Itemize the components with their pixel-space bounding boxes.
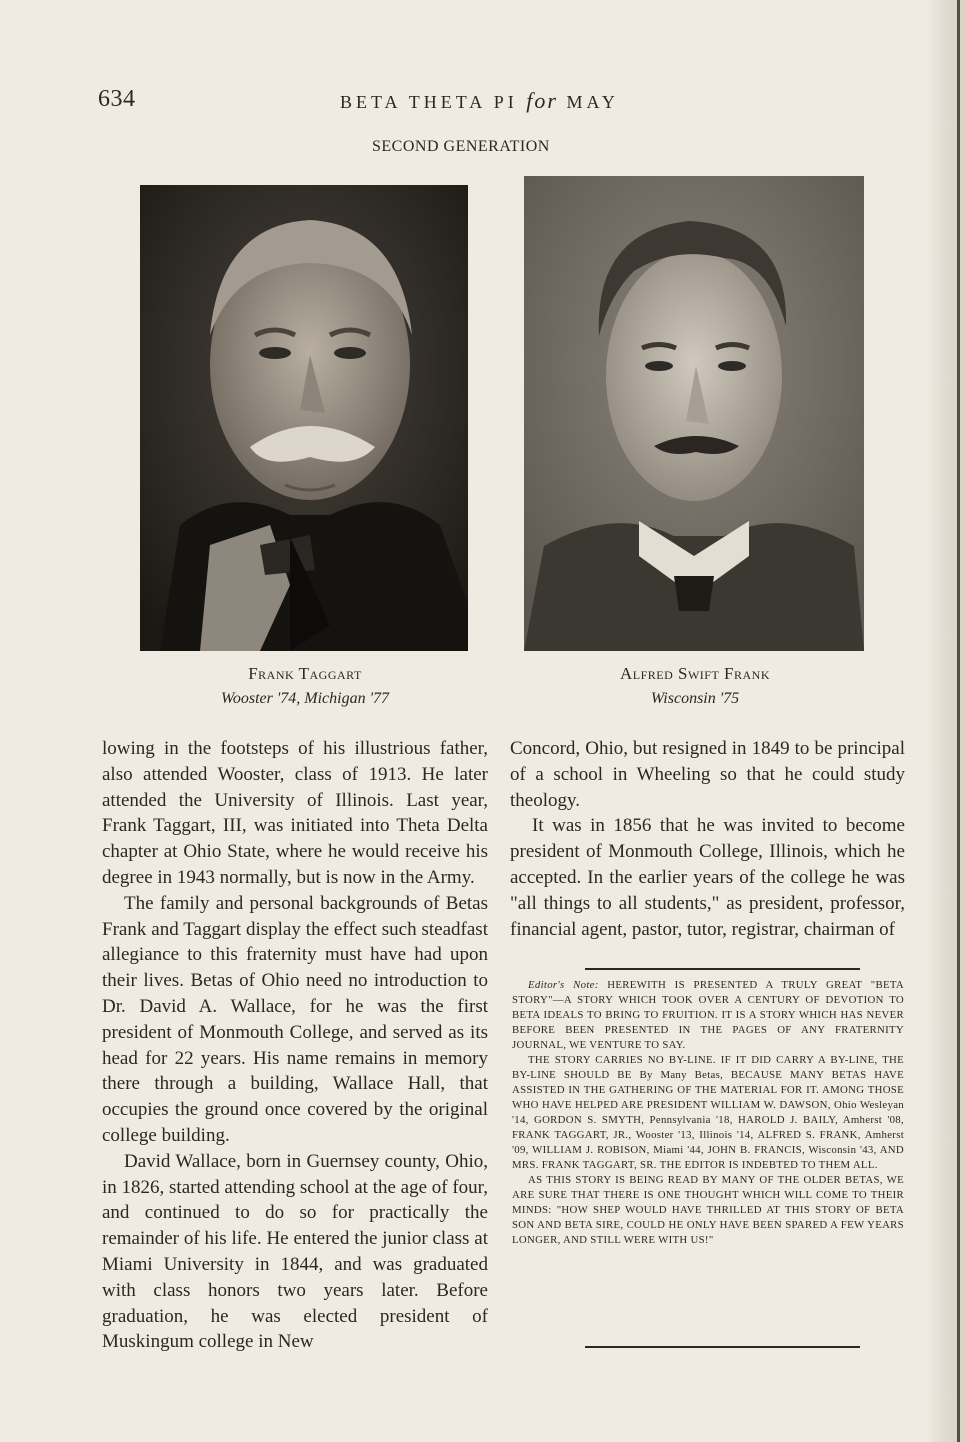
running-head-month: MAY [566,92,619,112]
body-column-left [102,736,488,1355]
running-head-for: for [526,88,558,113]
portrait-right-drawing [524,176,864,651]
caption-subtitle: Wooster '74, Michigan '77 [220,690,390,707]
page-edge-line [957,0,960,1442]
editors-note-text: HEREWITH IS PRESENTED A TRULY GREAT "BETA STORY"—A STORY WHICH TOOK OVER A CENTURY OF DEVOTION TO BETA IDEALS TO BRING TO FRUITION. IT IS A STORY WHICH HAS NEVER BEFORE BEEN PRESENTED IN THE PAGES OF ANY FRATERNITY JOURNAL, WE VENTURE TO SAY. [512,979,905,1051]
body-paragraph: lowing in the footsteps of his illustrious father, also attended Wooster, class of 1913. He later attended the University of Illinois. Last year, Frank Taggart, III, was initiated into Theta Delta chapter at Ohio State, where he would receive his degree in 1943 normally, but is now in the Army. [102,738,488,888]
caption-name: Alfred Swift Frank [619,664,771,683]
page-number: 634 [98,86,136,112]
editors-note-paragraph: THE STORY CARRIES NO BY-LINE. IF IT DID CARRY A BY-LINE, THE BY-LINE SHOULD BE By Many Betas, BECAUSE MANY BETAS HAVE ASSISTED IN THE GATHERING OF THE MATERIAL FOR IT. AMONG THOSE WHO HAVE HELPED ARE PRESIDENT WILLIAM W. DAWSON, Ohio Wesleyan '14, GORDON S. SMYTH, Pennsylvania '18, HAROLD J. BAILY, Amherst '08, FRANK TAGGART, JR., Wooster '13, Illinois '14, ALFRED S. FRANK, Amherst '09, WILLIAM J. ROBISON, Miami '44, JOHN B. FRANCIS, Wisconsin '43, AND MRS. FRANK TAGGART, SR. THE EDITOR IS INDEBTED TO THEM ALL. [512,1054,904,1171]
portrait-alfred-swift-frank [524,176,864,651]
running-head [340,88,619,114]
editors-note-paragraph [512,978,904,1053]
caption-subtitle: Wisconsin '75 [650,690,740,707]
editors-note-paragraph: AS THIS STORY IS BEING READ BY MANY OF THE OLDER BETAS, WE ARE SURE THAT THERE IS ONE THOUGHT WHICH WILL COME TO THEIR MINDS: "HOW SHEP WOULD HAVE THRILLED AT THIS STORY OF BETA SON AND BETA SIRE, COULD HE ONLY HAVE BEEN SPARED A FEW YEARS LONGER, AND STILL WERE WITH US!" [512,1174,904,1246]
running-head-title: BETA THETA PI [340,92,518,112]
editors-note [512,978,904,1248]
body-paragraph: David Wallace, born in Guernsey county, Ohio, in 1826, started attending school at the age of four, and continued to do so for practically the remainder of his life. He entered the junior class at Miami University in 1844, and was graduated with class honors two years later. Before graduation, he was elected president of Muskingum college in New [102,1150,488,1353]
note-rule-bottom [585,1346,860,1348]
page-edge [927,0,965,1442]
note-rule-top [585,968,860,970]
editors-note-label: Editor's Note: [528,979,599,991]
caption-alfred-swift-frank [560,664,830,708]
portrait-left-drawing [140,185,468,651]
caption-frank-taggart [160,664,450,708]
section-title: SECOND GENERATION [372,138,550,155]
caption-name: Frank Taggart [248,664,362,683]
body-paragraph: Concord, Ohio, but resigned in 1849 to be principal of a school in Wheeling so that he could study theology. [510,738,905,811]
body-column-right [510,736,905,942]
body-paragraph: It was in 1856 that he was invited to become president of Monmouth College, Illinois, which he accepted. In the earlier years of the college he was "all things to all students," as president, professor, financial agent, pastor, tutor, registrar, chairman of [510,815,905,940]
portrait-frank-taggart [140,185,468,651]
body-paragraph: The family and personal backgrounds of Betas Frank and Taggart display the effect such steadfast allegiance to this fraternity must have had upon their lives. Betas of Ohio need no introduction to Dr. David A. Wallace, for he was the first president of Monmouth College, and served as its head for 22 years. His name remains in memory there through a building, Wallace Hall, that occupies the ground once covered by the original college building. [102,892,488,1146]
